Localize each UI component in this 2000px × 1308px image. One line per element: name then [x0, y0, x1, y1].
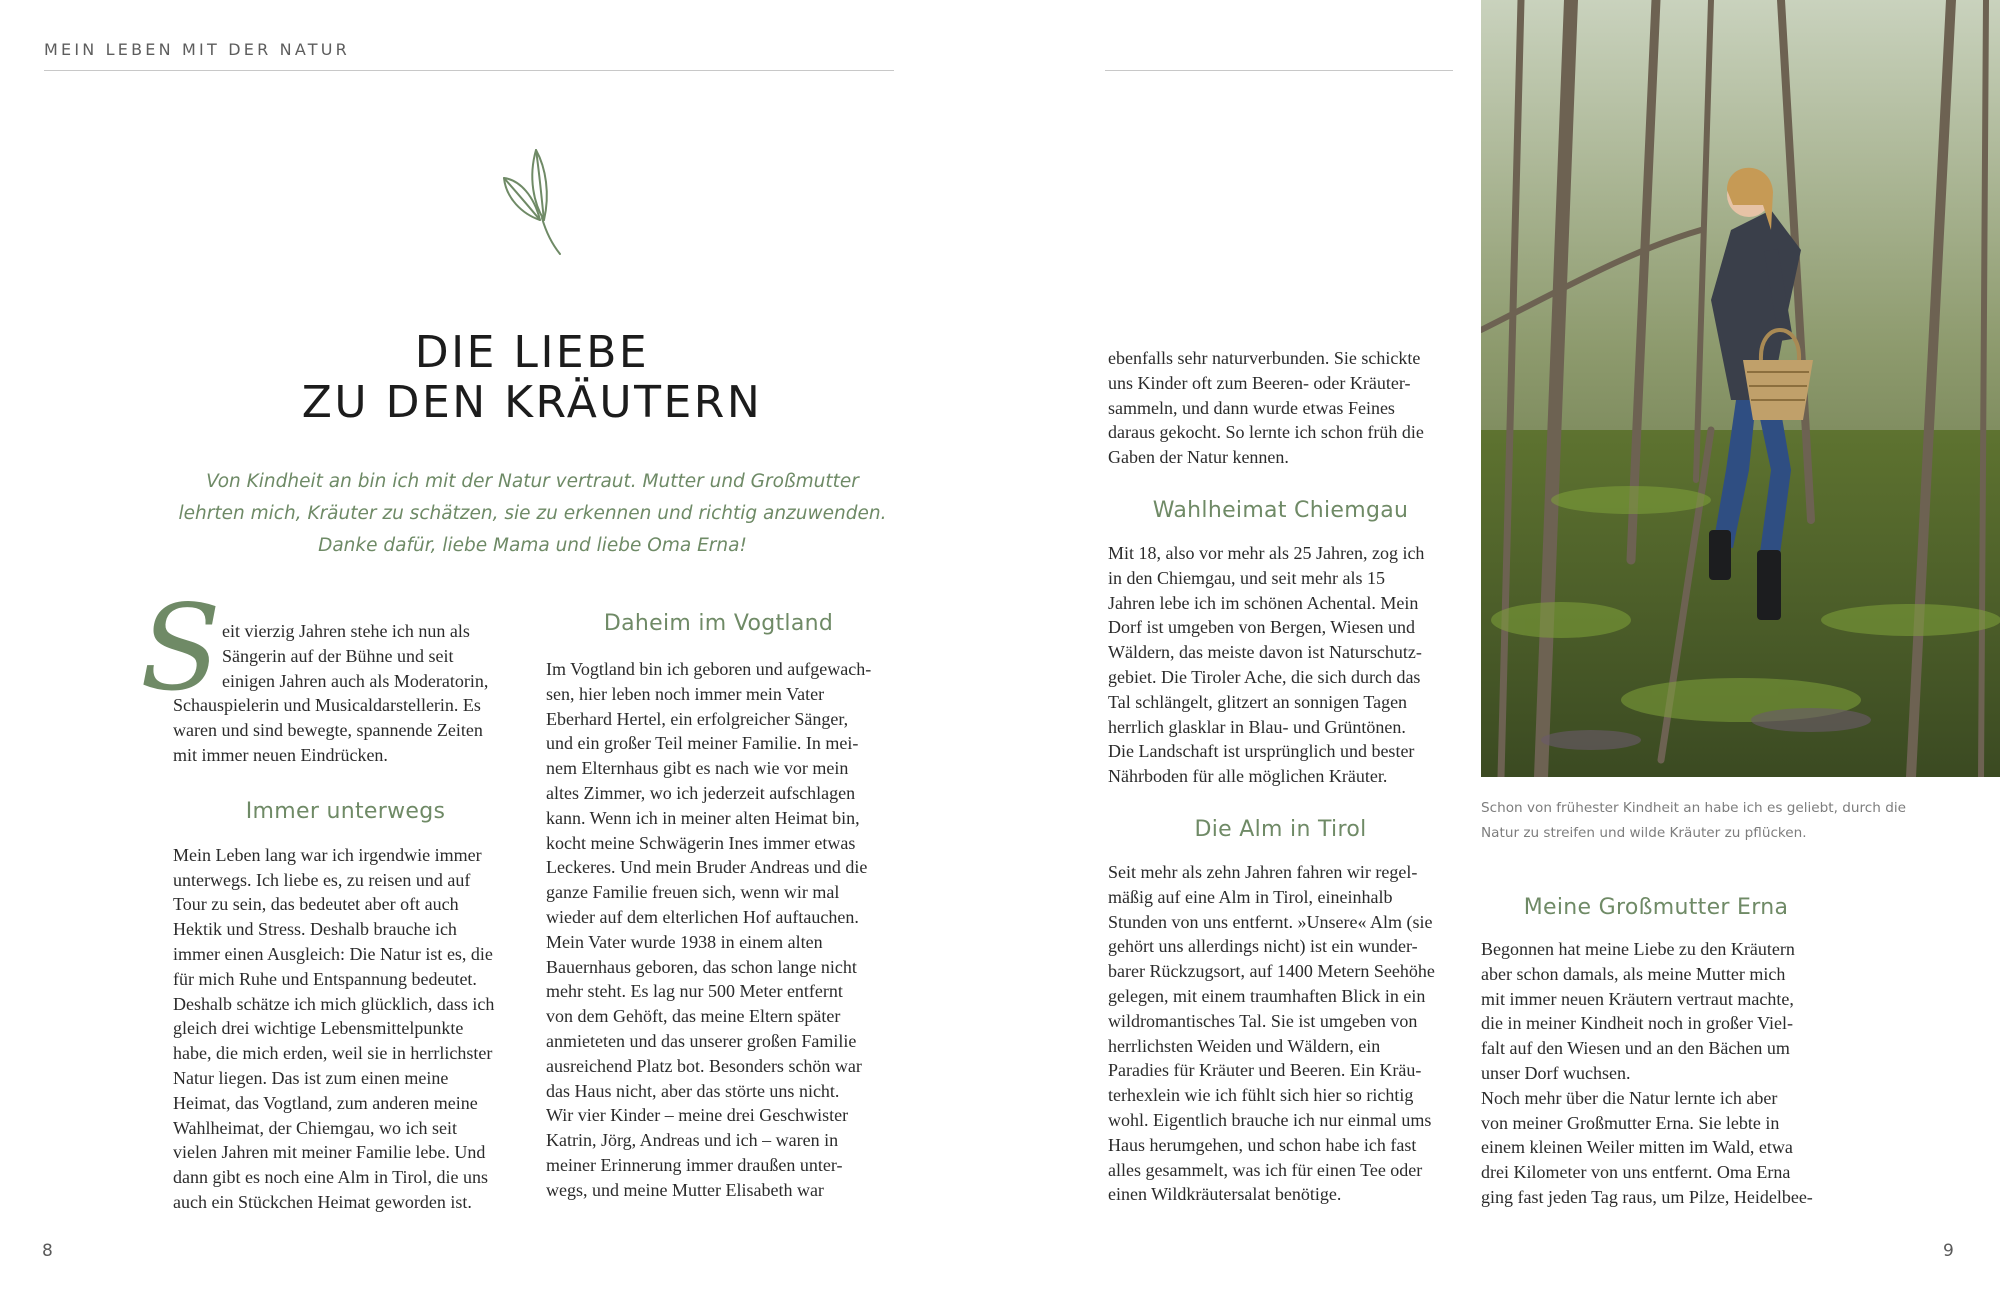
text-line: terhexlein wie ich fühlt sich hier so richtig: [1108, 1085, 1414, 1106]
text-line: meiner Erinnerung immer draußen unter-: [546, 1154, 843, 1175]
text-line: Heimat, das Vogtland, zum anderen meine: [173, 1092, 478, 1113]
text-line: aber schon damals, als meine Mutter mich: [1481, 963, 1786, 984]
caption-line: Natur zu streifen und wilde Kräuter zu pflücken.: [1481, 825, 1807, 841]
text-line: Seit mehr als zehn Jahren fahren wir regel-: [1108, 861, 1418, 882]
text-line: Deshalb schätze ich mich glücklich, dass ich: [173, 993, 495, 1014]
text-line: Gaben der Natur kennen.: [1108, 447, 1289, 468]
text-line: kann. Wenn ich in meiner alten Heimat bin,: [546, 807, 860, 828]
text-line: habe, die mich erden, weil sie in herrlichster: [173, 1043, 493, 1064]
text-line: gehört uns allerdings nicht) ist ein wunder-: [1108, 936, 1418, 957]
heading-immer-unterwegs: Immer unterwegs: [245, 798, 446, 824]
text-line: herrlich glasklar in Blau- und Grüntönen.: [1108, 716, 1406, 737]
text-line: für mich Ruhe und Entspannung bedeutet.: [173, 968, 477, 989]
text-line: Wahlheimat, der Chiemgau, wo ich seit: [173, 1117, 457, 1138]
text-line: ebenfalls sehr naturverbunden. Sie schickte: [1108, 348, 1421, 368]
text-line: ging fast jeden Tag raus, um Pilze, Heidelbee-: [1481, 1186, 1813, 1207]
text-line: Im Vogtland bin ich geboren und aufgewach-: [546, 659, 872, 679]
title-line-2: ZU DEN KRÄUTERN: [301, 377, 763, 428]
text-line: waren und sind bewegte, spannende Zeiten: [173, 720, 483, 741]
leaf-icon: [500, 148, 572, 258]
text-line: alles gesammelt, was ich für einen Tee oder: [1108, 1159, 1423, 1180]
drop-cap: S: [140, 579, 221, 717]
text-line: Mein Leben lang war ich irgendwie immer: [173, 844, 482, 865]
text-line: dann gibt es noch eine Alm in Tirol, die uns: [173, 1167, 488, 1188]
intro-line: Von Kindheit an bin ich mit der Natur vertraut. Mutter und Großmutter: [206, 471, 859, 492]
paragraph: [173, 843, 518, 1215]
text-line: Schauspielerin und Musicaldarstellerin. Es: [173, 695, 481, 716]
text-line: barer Rückzugsort, auf 1400 Metern Seehöhe: [1108, 961, 1435, 982]
text-line: immer einen Ausgleich: Die Natur ist es, die: [173, 943, 493, 964]
text-line: Mein Vater wurde 1938 in einem alten: [546, 931, 823, 952]
text-line: Eberhard Hertel, ein erfolgreicher Sänger,: [546, 708, 849, 729]
column-3: [1108, 346, 1453, 1207]
text-line: ganze Familie freuen sich, wenn wir mal: [546, 882, 840, 903]
column-2: [546, 609, 891, 1203]
text-line: in den Chiemgau, und seit mehr als 15: [1108, 567, 1385, 588]
intro-lead: [160, 466, 905, 562]
text-line: wegs, und meine Mutter Elisabeth war: [546, 1179, 824, 1200]
text-line: und ein großer Teil meiner Familie. In mei-: [546, 733, 859, 754]
text-line: Tal schlängelt, glitzert an sonnigen Tagen: [1108, 691, 1408, 712]
text-line: Haus herumgehen, und schon habe ich fast: [1108, 1134, 1417, 1155]
heading-meine-grossmutter-erna: Meine Großmutter Erna: [1523, 895, 1789, 920]
header-rule-right: [1105, 70, 1453, 71]
text-line: Stunden von uns entfernt. »Unsere« Alm (sie: [1108, 911, 1433, 932]
text-line: sen, hier leben noch immer mein Vater: [546, 683, 825, 704]
text-line: einigen Jahren auch als Moderatorin,: [222, 670, 489, 691]
text-line: Wir vier Kinder – meine drei Geschwister: [546, 1105, 849, 1126]
text-line: Nährboden für alle möglichen Kräuter.: [1108, 766, 1388, 787]
text-line: ausreichend Platz bot. Besonders schön war: [546, 1055, 862, 1076]
paragraph: [1108, 860, 1453, 1207]
text-line: wildromantisches Tal. Sie ist umgeben von: [1108, 1010, 1418, 1031]
text-line: mit immer neuen Eindrücken.: [173, 744, 388, 765]
text-line: unser Dorf wuchsen.: [1481, 1062, 1631, 1083]
text-line: Dorf ist umgeben von Bergen, Wiesen und: [1108, 617, 1416, 638]
text-line: Begonnen hat meine Liebe zu den Kräutern: [1481, 939, 1795, 959]
text-line: Sängerin auf der Bühne und seit: [222, 645, 454, 666]
page-number-left: 8: [42, 1241, 53, 1261]
text-line: Paradies für Kräuter und Beeren. Ein Kräu-: [1108, 1060, 1422, 1081]
text-line: einem kleinen Weiler mitten im Wald, etwa: [1481, 1137, 1793, 1158]
text-line: das Haus nicht, aber das störte uns nicht.: [546, 1080, 840, 1101]
text-line: altes Zimmer, wo ich jederzeit aufschlagen: [546, 782, 856, 803]
text-line: von dem Gehöft, das meine Eltern später: [546, 1006, 841, 1027]
text-line: drei Kilometer von uns entfernt. Oma Erna: [1481, 1162, 1791, 1183]
text-line: falt auf den Wiesen und an den Bächen um: [1481, 1038, 1790, 1059]
text-line: kocht meine Schwägerin Ines immer etwas: [546, 832, 856, 853]
page-number-right: 9: [1943, 1241, 1954, 1261]
heading-die-alm-in-tirol: Die Alm in Tirol: [1194, 816, 1367, 842]
text-line: Bauernhaus geboren, das schon lange nicht: [546, 956, 857, 977]
text-line: unterwegs. Ich liebe es, zu reisen und auf: [173, 869, 471, 890]
text-line: mit immer neuen Kräutern vertraut machte,: [1481, 988, 1794, 1009]
text-line: einen Wildkräutersalat benötige.: [1108, 1184, 1342, 1205]
intro-line: lehrten mich, Kräuter zu schätzen, sie zu erkennen und richtig anzuwenden.: [178, 503, 887, 524]
text-line: herrlichsten Weiden und Wäldern, ein: [1108, 1035, 1381, 1056]
paragraph: [1108, 541, 1453, 789]
text-line: nem Elternhaus gibt es nach wie vor mein: [546, 758, 849, 779]
text-line: Tour zu sein, das bedeutet aber oft auch: [173, 894, 459, 915]
column-1: [140, 579, 518, 1215]
text-line: wohl. Eigentlich brauche ich nur einmal ums: [1108, 1109, 1432, 1130]
text-line: anmieteten und das unserer großen Familie: [546, 1030, 857, 1051]
photo-woman-with-basket: [1481, 0, 2000, 777]
caption-line: Schon von frühester Kindheit an habe ich es geliebt, durch die: [1481, 800, 1906, 816]
text-line: Noch mehr über die Natur lernte ich aber: [1481, 1087, 1778, 1108]
photo-caption: [1481, 796, 1941, 846]
text-line: Jahren lebe ich im schönen Achental. Mein: [1108, 592, 1419, 613]
header-rule-left: [44, 70, 894, 71]
text-line: Wäldern, das meiste davon ist Naturschutz-: [1108, 642, 1422, 663]
paragraph: [546, 657, 891, 1203]
text-line: auch ein Stückchen Heimat geworden ist.: [173, 1191, 472, 1212]
heading-wahlheimat-chiemgau: Wahlheimat Chiemgau: [1152, 497, 1409, 523]
text-line: vielen Jahren mit meiner Familie lebe. Und: [173, 1142, 486, 1163]
text-line: gleich drei wichtige Lebensmittelpunkte: [173, 1018, 464, 1039]
intro-line: Danke dafür, liebe Mama und liebe Oma Erna!: [318, 535, 747, 556]
text-line: Mit 18, also vor mehr als 25 Jahren, zog ich: [1108, 542, 1425, 563]
text-line: Die Landschaft ist ursprünglich und bester: [1108, 741, 1415, 762]
running-head: MEIN LEBEN MIT DER NATUR: [44, 40, 350, 59]
opening-paragraph: [140, 579, 518, 768]
text-line: gebiet. Die Tiroler Ache, die sich durch das: [1108, 666, 1421, 687]
paragraph: [1481, 937, 1831, 1210]
text-line: Katrin, Jörg, Andreas und ich – waren in: [546, 1130, 839, 1151]
text-line: Natur liegen. Das ist zum einen meine: [173, 1067, 449, 1088]
text-line: uns Kinder oft zum Beeren- oder Kräuter-: [1108, 372, 1411, 393]
column-4: [1481, 893, 1831, 1210]
text-line: Hektik und Stress. Deshalb brauche ich: [173, 919, 457, 940]
text-line: mehr steht. Es lag nur 500 Meter entfernt: [546, 981, 843, 1002]
text-line: daraus gekocht. So lernte ich schon früh die: [1108, 422, 1424, 443]
page-title: [232, 328, 832, 428]
text-line: eit vierzig Jahren stehe ich nun als: [222, 621, 470, 641]
text-line: gelegen, mit einem traumhaften Blick in ein: [1108, 985, 1426, 1006]
text-line: von meiner Großmutter Erna. Sie lebte in: [1481, 1112, 1780, 1133]
text-line: die in meiner Kindheit noch in großer Viel-: [1481, 1013, 1794, 1034]
text-line: mäßig auf eine Alm in Tirol, eineinhalb: [1108, 886, 1393, 907]
text-line: sammeln, und dann wurde etwas Feines: [1108, 397, 1395, 418]
heading-daheim-im-vogtland: Daheim im Vogtland: [603, 611, 834, 636]
title-line-1: DIE LIEBE: [414, 327, 650, 378]
paragraph: [1108, 346, 1453, 470]
text-line: Leckeres. Und mein Bruder Andreas und die: [546, 857, 868, 878]
text-line: wieder auf dem elterlichen Hof auftauchen.: [546, 906, 859, 927]
